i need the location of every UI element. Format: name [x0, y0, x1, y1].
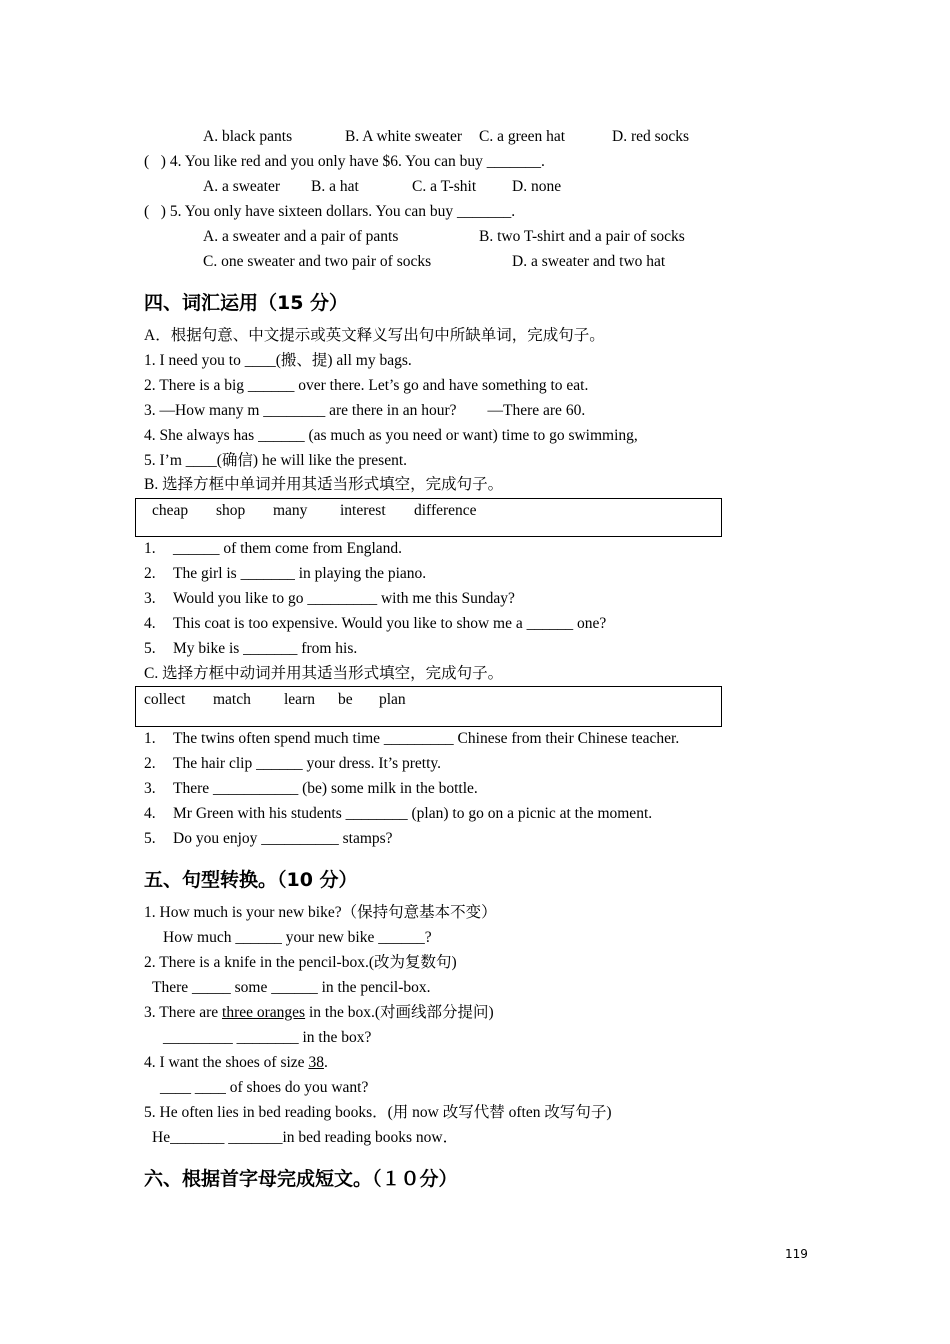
q5-option-c: C. one sweater and two pair of socks: [203, 253, 432, 270]
q3-option-d: D. red socks: [612, 128, 690, 145]
section-5-title: 五、句型转换。（10 分）: [144, 869, 358, 891]
section-4b-item: Would you like to go _________ with me this Sunday?: [173, 590, 515, 607]
q5-option-a: A. a sweater and a pair of pants: [203, 228, 399, 245]
section-6-title: 六、根据首字母完成短文。（１０分）: [144, 1168, 458, 1190]
section-4c-item-number: 3.: [144, 780, 156, 797]
q3-option-a: A. black pants: [203, 128, 293, 145]
section-4a-item: 1. I need you to ____(搬、提) all my bags.: [144, 352, 412, 369]
word-box-b-word: interest: [340, 502, 386, 519]
item-text: .: [323, 1054, 328, 1071]
question-4: ( ) 4. You like red and you only have $6. You can buy _______.: [144, 153, 545, 170]
section-4c-item: The twins often spend much time _________ Chinese from their Chinese teacher.: [173, 730, 680, 747]
section-4c-instruction: C. 选择方框中动词并用其适当形式填空，完成句子。: [144, 665, 504, 682]
item-text: in the box.(对画线部分提问): [305, 1004, 494, 1021]
section-4c-item: Mr Green with his students ________ (plan) to go on a picnic at the moment.: [173, 805, 653, 822]
q5-option-b: B. two T-shirt and a pair of socks: [479, 228, 685, 245]
q5-option-d: D. a sweater and two hat: [512, 253, 666, 270]
word-box-b-word: difference: [414, 502, 477, 519]
section-4b-item-number: 2.: [144, 565, 156, 582]
section-5-item: [144, 1003, 494, 1023]
question-5: ( ) 5. You only have sixteen dollars. You can buy _______.: [144, 203, 516, 220]
section-4b-instruction: B. 选择方框中单词并用其适当形式填空，完成句子。: [144, 476, 504, 493]
section-5-answer-line: He_______ _______in bed reading books now．: [152, 1129, 459, 1146]
section-4c-item: There ___________ (be) some milk in the bottle.: [173, 780, 478, 797]
word-box-b-word: cheap: [152, 502, 189, 519]
item-text: 3. There are: [144, 1004, 223, 1021]
section-4c-item-number: 1.: [144, 730, 156, 747]
word-box-b-word: shop: [216, 502, 246, 519]
section-4a-item: 5. I’m ____(确信) he will like the present.: [144, 452, 408, 469]
section-5-item: 5. He often lies in bed reading books．(用 now 改写代替 often 改写句子): [144, 1104, 612, 1121]
q4-option-b: B. a hat: [311, 178, 359, 195]
section-4b-item-number: 1.: [144, 540, 156, 557]
section-4a-instruction: A．根据句意、中文提示或英文释义写出句中所缺单词，完成句子。: [144, 327, 605, 344]
section-5-item: 2. There is a knife in the pencil-box.(改为复数句): [144, 954, 457, 971]
section-4b-item: My bike is _______ from his.: [173, 640, 358, 657]
section-4c-item: The hair clip ______ your dress. It’s pretty.: [173, 755, 442, 772]
section-5-item: [144, 1053, 328, 1073]
q3-option-b: B. A white sweater: [345, 128, 463, 145]
q4-option-c: C. a T-shit: [412, 178, 477, 195]
underlined-phrase: three oranges: [222, 1004, 306, 1021]
section-4b-item: This coat is too expensive. Would you like to show me a ______ one?: [173, 615, 607, 632]
section-4c-item-number: 5.: [144, 830, 156, 847]
word-box-c-word: learn: [284, 691, 315, 708]
section-5-answer-line: How much ______ your new bike ______?: [163, 929, 432, 946]
q4-option-d: D. none: [512, 178, 562, 195]
section-4b-item-number: 5.: [144, 640, 156, 657]
section-4a-item: 2. There is a big ______ over there. Let’s go and have something to eat.: [144, 377, 589, 394]
section-4a-item: 4. She always has ______ (as much as you need or want) time to go swimming,: [144, 427, 638, 444]
section-4c-item-number: 4.: [144, 805, 156, 822]
section-4b-item: The girl is _______ in playing the piano.: [173, 565, 427, 582]
section-5-answer-line: There _____ some ______ in the pencil-box.: [152, 979, 431, 996]
section-5-item: 1. How much is your new bike?（保持句意基本不变）: [144, 904, 497, 921]
section-4c-item-number: 2.: [144, 755, 156, 772]
section-4b-item: ______ of them come from England.: [173, 540, 403, 557]
section-4-title: 四、词汇运用（15 分）: [144, 292, 349, 314]
section-4a-item: 3. —How many m ________ are there in an hour? —There are 60.: [144, 402, 586, 419]
word-box-c-word: match: [213, 691, 251, 708]
section-5-answer-line: ____ ____ of shoes do you want?: [160, 1079, 369, 1096]
page-number: 119: [785, 1247, 808, 1261]
section-4c-item: Do you enjoy __________ stamps?: [173, 830, 393, 847]
section-5-answer-line: _________ ________ in the box?: [163, 1029, 372, 1046]
section-4b-item-number: 4.: [144, 615, 156, 632]
underlined-phrase: 38: [308, 1054, 324, 1071]
q4-option-a: A. a sweater: [203, 178, 281, 195]
word-box-c-word: collect: [144, 691, 186, 708]
item-text: 4. I want the shoes of size: [144, 1054, 309, 1071]
q3-option-c: C. a green hat: [479, 128, 566, 145]
word-box-c-word: plan: [379, 691, 406, 708]
word-box-b-word: many: [273, 502, 308, 519]
section-4b-item-number: 3.: [144, 590, 156, 607]
word-box-c-word: be: [338, 691, 353, 708]
